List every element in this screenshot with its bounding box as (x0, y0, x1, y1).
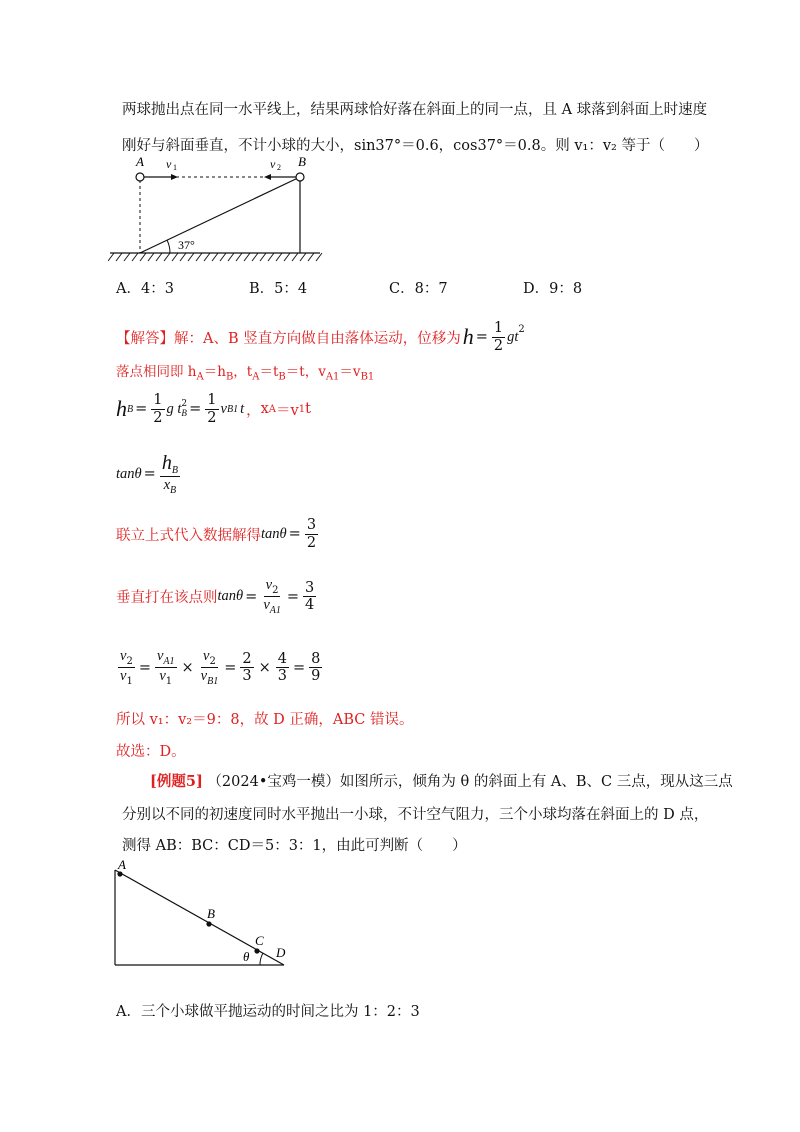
figure-incline-points (106, 855, 306, 975)
label-a: A (136, 154, 144, 169)
option-d[interactable]: D．9：8 (523, 281, 583, 297)
point-b (206, 921, 211, 926)
equation-velocity-ratio: $\frac{v_2}{v_1}$ = $\frac{v_{A1}}{v_1}$ × $\frac{v_2}{v_{B1}}$ = $\frac{2}{3}$ × $\frac{4}{3}$ = $\frac{8}{9}$ (120, 648, 321, 688)
solution-line-5: 联立上式代入数据解得 tanθ = $\frac{3}{2}$ (116, 517, 317, 551)
label-a2: A (118, 857, 126, 872)
example5-option-a[interactable]: A．三个小球做平抛运动的时间之比为 1：2：3 (116, 1004, 420, 1020)
eq-h-tail: gt (507, 328, 519, 345)
ball-b (296, 173, 304, 181)
figure-projectile-incline (108, 150, 328, 270)
label-theta: θ (243, 949, 250, 964)
eq-h-frac: $\frac{1}{2}$ (493, 320, 504, 354)
ground-hatch (108, 253, 322, 261)
solution-line-1: 【解答】 解：A、B 竖直方向做自由落体运动，位移为 h = $\frac{1}{2}$ gt $^2$ (116, 320, 525, 354)
label-v1: v (166, 157, 172, 171)
solution-line-6: 垂直打在该点则 tanθ = $\frac{v_2}{v_{A1}}$ = $\frac{3}{4}$ (116, 577, 315, 617)
option-c[interactable]: C．8：7 (389, 281, 448, 297)
equation-tan-ratio: tan θ = $\frac{h_B}{x_B}$ (116, 452, 178, 497)
point-a (117, 871, 122, 876)
solution-tag: 【解答】 (116, 330, 174, 347)
example5-line-1: [例题5] （2024•宝鸡一模）如图所示，倾角为 θ 的斜面上有 A、B、C 三点，现从这三点 (150, 773, 733, 790)
label-d2: D (276, 945, 286, 960)
eq-h-lhs: h (462, 324, 474, 350)
point-c (254, 948, 259, 953)
label-v2-sub: 2 (277, 163, 281, 172)
option-b[interactable]: B．5：4 (249, 281, 308, 297)
equation-hb: h B = $\frac{1}{2}$ g t 2 B = $\frac{1}{2}$ v B1 t ， x A ＝v 1 t (116, 392, 311, 426)
solution-answer: 故选：D。 (116, 744, 186, 760)
example5-line-3: 测得 AB：BC：CD＝5：3：1，由此可判断（ ） (122, 838, 467, 854)
example5-tag: [例题5] (150, 773, 203, 790)
label-c2: C (255, 933, 264, 948)
solution-conclusion: 所以 v₁：v₂＝9：8，故 D 正确，ABC 错误。 (116, 712, 414, 728)
label-v1-sub: 1 (173, 163, 177, 172)
label-angle: 37° (178, 238, 195, 252)
problem-line-1: 两球抛出点在同一水平线上，结果两球恰好落在斜面上的同一点，且 A 球落到斜面上时速度 (122, 102, 708, 118)
label-b: B (298, 154, 306, 169)
problem-line-2: 刚好与斜面垂直，不计小球的大小，sin37°＝0.6，cos37°＝0.8。则 v₁：v₂ 等于（ ） (122, 138, 709, 154)
label-b2: B (207, 906, 215, 921)
solution-intro: 解：A、B 竖直方向做自由落体运动，位移为 (174, 330, 461, 347)
solution-line-2: 落点相同即 $h_A=h_B$，$t_A=t_B=t$，$v_{A1}=v_{B1}$ (116, 364, 375, 383)
example5-line-2: 分别以不同的初速度同时水平抛出一小球，不计空气阻力，三个小球均落在斜面上的 D 点， (122, 807, 709, 823)
option-a[interactable]: A．4：3 (116, 281, 174, 297)
ball-a (136, 173, 144, 181)
label-v2: v (270, 157, 276, 171)
